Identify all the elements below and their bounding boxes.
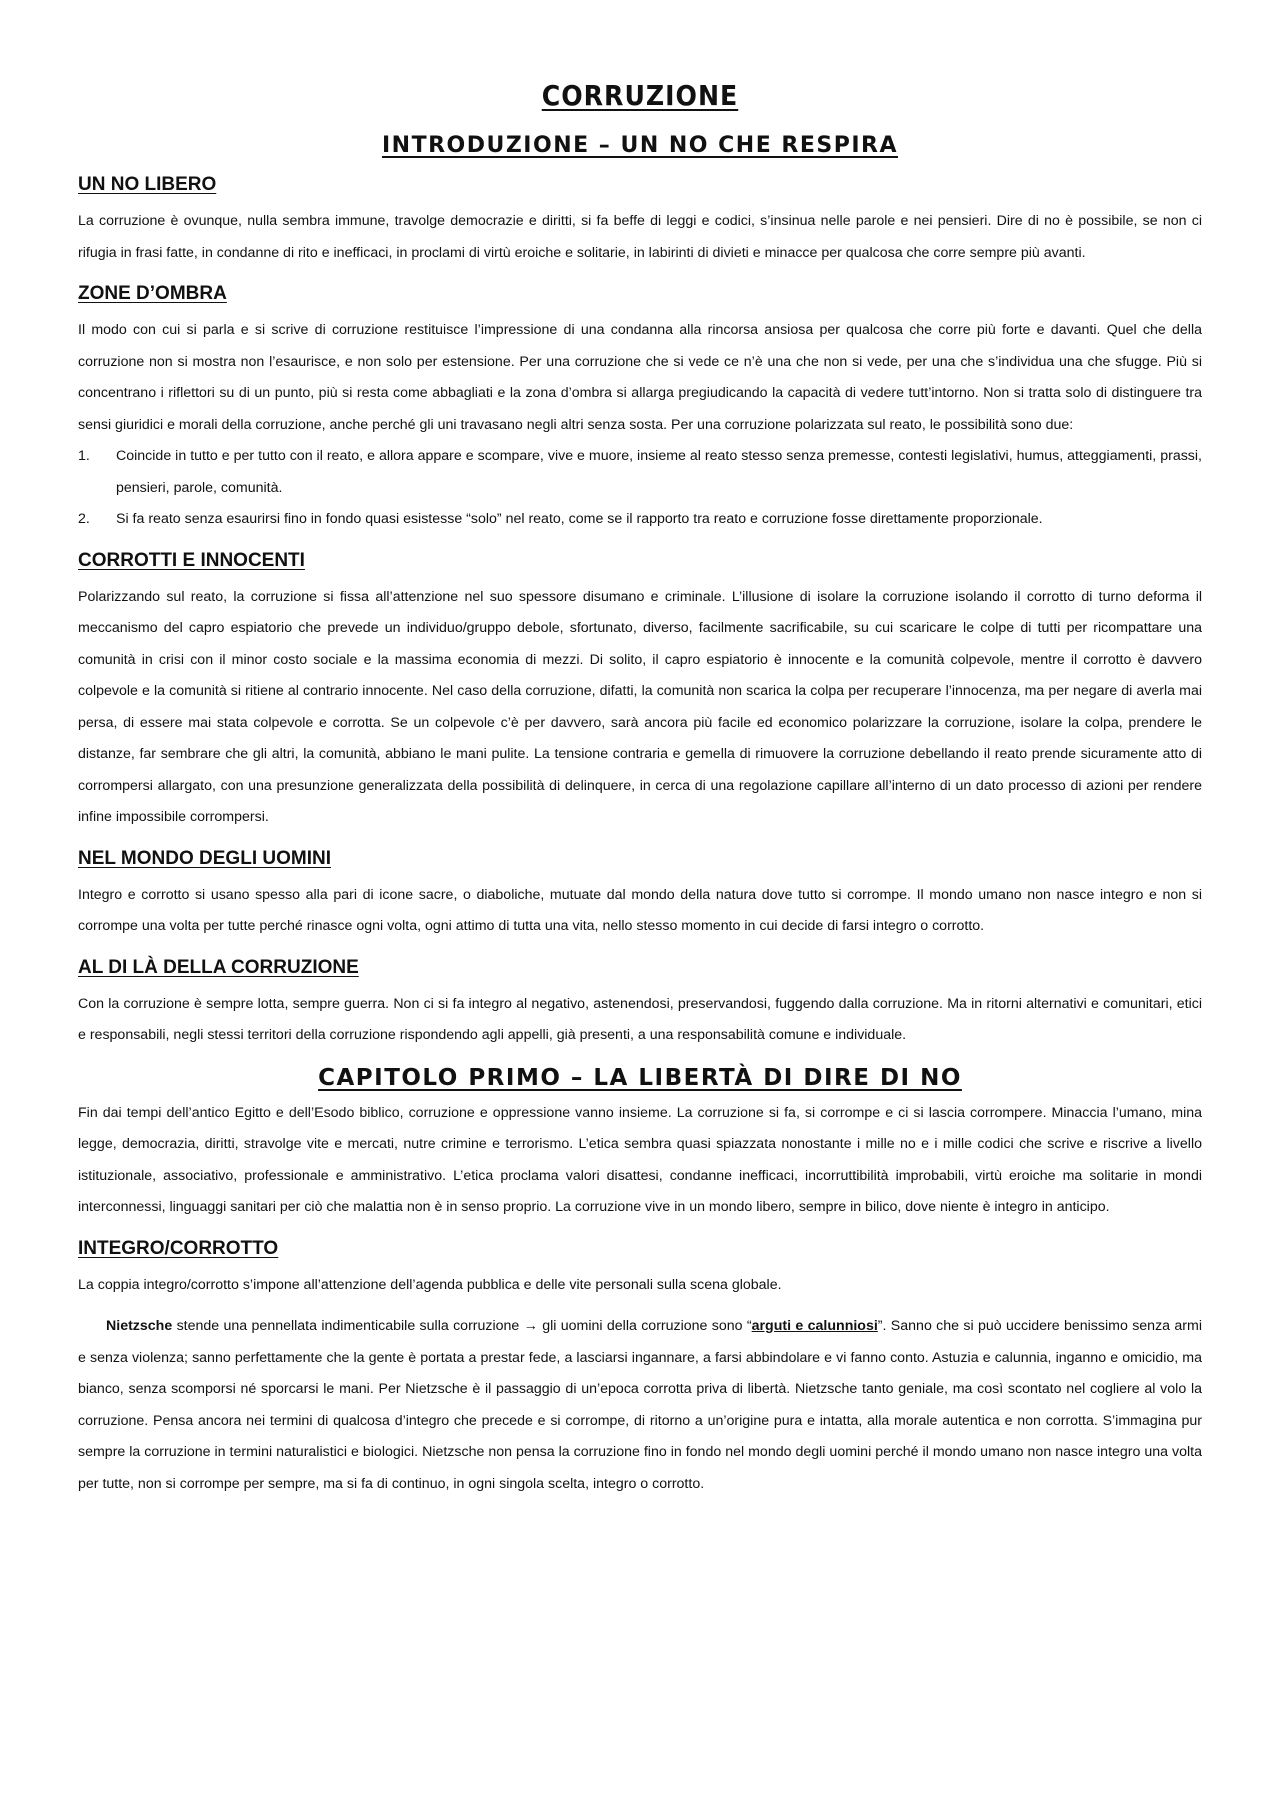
chapter-title: CAPITOLO PRIMO – LA LIBERTÀ DI DIRE DI NO [318,1064,962,1091]
section-un-no-libero [78,170,1202,269]
list-item-text: Coincide in tutto e per tutto con il reato, e allora appare e scompare, vive e muore, insieme al reato stesso senza premesse, contesti legislativi, humus, atteggiamenti, prassi, pensieri, parole, comunità. [116,448,1202,496]
chapter-paragraph: Fin dai tempi dell’antico Egitto e dell’Esodo biblico, corruzione e oppressione vanno insieme. La corruzione si fa, si corrompe e ci si lascia corrompere. Minaccia l’umano, mina legge, democrazia, diritti, stravolge vite e mercati, nutre crimine e terrorismo. L’etica sembra quasi spiazzata nonostante i mille no e i mille codici che scrive e riscrive a livello istituzionale, associativo, professionale e amministrativo. L’etica proclama valori disattesi, condanne inefficaci, incorruttibilità improbabili, virtù eroiche ma solitarie in mondi interconnessi, linguaggi sanitari per ciò che malattia non è in senso proprio. La corruzione vive in un mondo libero, sempre in bilico, dove niente è integro in anticipo. [78,1104,1202,1215]
section-paragraph: Il modo con cui si parla e si scrive di corruzione restituisce l’impressione di una condanna alla rincorsa ansiosa per qualcosa che corre più forte e davanti. Quel che della corruzione non si mostra non l’esaurisce, e non solo per estensione. Per una corruzione che si vede ce n’è una che non si vede, per una che s’individua una che sfugge. Più si concentrano i riflettori su di un punto, più si resta come abbagliati e la zona d’ombra si allarga pregiudicando la capacità di vedere tutt’intorno. Non si tratta solo di distinguere tra sensi giuridici e morali della corruzione, anche perché gli uni travasano negli altri senza sosta. Per una corruzione polarizzata sul reato, le possibilità sono due: [78,322,1202,433]
nietzsche-text-start: stende una pennellata indimenticabile sulla corruzione → gli uomini della corruzione sono “ [172,1318,752,1334]
nietzsche-name: Nietzsche [106,1318,173,1334]
list-item [78,504,1202,536]
section-heading: NEL MONDO DEGLI UOMINI [78,847,331,869]
section-integro-corrotto [78,1234,1202,1501]
list-item-number: 2. [78,511,90,527]
quoted-term: arguti e calunniosi [751,1318,878,1334]
section-heading: CORROTTI E INNOCENTI [78,549,305,571]
document-title: CORRUZIONE [541,79,739,112]
section-heading: UN NO LIBERO [78,174,217,195]
section-nel-mondo-degli-uomini [78,844,1202,943]
chapter-intro [78,1098,1202,1224]
section-corrotti-e-innocenti [78,546,1202,834]
section-zone-d-ombra [78,279,1202,536]
document-subtitle: INTRODUZIONE – UN NO CHE RESPIRA [381,133,898,158]
nietzsche-paragraph [78,1311,1202,1500]
list-item [78,441,1202,504]
section-paragraph: La coppia integro/corrotto s’impone all’attenzione dell’agenda pubblica e delle vite personali sulla scena globale. [78,1276,782,1293]
section-paragraph: La corruzione è ovunque, nulla sembra immune, travolge democrazie e diritti, si fa beffe di leggi e codici, s’insinua nelle parole e nei pensieri. Dire di no è possibile, se non ci rifugia in frasi fatte, in condanne di rito e inefficaci, in proclami di virtù eroiche e solitarie, in labirinti di divieti e minacce per qualcosa che corre sempre più avanti. [78,213,1202,261]
section-heading: AL DI LÀ DELLA CORRUZIONE [78,956,359,978]
section-al-di-la-della-corruzione [78,953,1202,1052]
nietzsche-text-end: ”. Sanno che si può uccidere benissimo senza armi e senza violenza; sanno perfettamente che la gente è portata a prestar fede, a lasciarsi ingannare, a farsi abbindolare e vi fanno conto. Astuzia e calunnia, inganno e omicidio, ma bianco, senza scomporsi né sporcarsi le mani. Per Nietzsche è il passaggio di un’epoca corrotta priva di libertà. Nietzsche tanto geniale, ma così scontato nel cogliere al volo la corruzione. Pensa ancora nei termini di qualcosa d’integro che precede e si corrompe, di ritorno a un’origine pura e intatta, alla morale autentica e non corrotta. S’immagina pur sempre la corruzione in termini naturalistici e biologici. Nietzsche non pensa la corruzione fino in fondo nel mondo degli uomini perché il mondo umano non nasce integro una volta per tutte, non si corrompe per sempre, ma si fa di continuo, in ogni singola scelta, integro o corrotto. [78,1318,1202,1492]
section-heading: ZONE D’OMBRA [78,283,227,304]
section-heading: INTEGRO/CORROTTO [78,1237,279,1259]
section-paragraph: Con la corruzione è sempre lotta, sempre guerra. Non ci si fa integro al negativo, astenendosi, preservandosi, fuggendo dalla corruzione. Ma in ritorni alternativi e comunitari, etici e responsabili, negli stessi territori della corruzione rispondendo agli appelli, già presenti, a una responsabilità comune e individuale. [78,995,1202,1043]
numbered-list [78,441,1202,536]
list-item-number: 1. [78,448,90,464]
list-item-text: Si fa reato senza esaurirsi fino in fondo quasi esistesse “solo” nel reato, come se il rapporto tra reato e corruzione fosse direttamente proporzionale. [116,511,1043,527]
section-paragraph: Integro e corrotto si usano spesso alla pari di icone sacre, o diaboliche, mutuate dal mondo della natura dove tutto si corrompe. Il mondo umano non nasce integro e non si corrompe una volta per tutte perché rinasce ogni volta, ogni attimo di tutta una vita, nello stesso momento in cui decide di farsi integro o corrotto. [78,886,1202,934]
section-paragraph: Polarizzando sul reato, la corruzione si fissa all’attenzione nel suo spessore disumano e criminale. L’illusione di isolare la corruzione isolando il corrotto di turno deforma il meccanismo del capro espiatorio che prevede un individuo/gruppo debole, sfortunato, diverso, facilmente sacrificabile, su cui scaricare le colpe di tutti per ricompattare una comunità in crisi con il minor costo sociale e la massima economia di mezzi. Di solito, il capro espiatorio è innocente e la comunità colpevole, mentre il corrotto è davvero colpevole e la comunità si ritiene al contrario innocente. Nel caso della corruzione, difatti, la comunità non scarica la colpa per recuperare l’innocenza, ma per negare di averla mai persa, di essere mai stata colpevole e corrotta. Se un colpevole c’è per davvero, sarà ancora più facile ed economico polarizzare la corruzione, isolare la colpa, prendere le distanze, far sembrare che gli altri, la comunità, abbiano le mani pulite. La tensione contraria e gemella di rimuovere la corruzione debellando il reato prende sicuramente atto di corrompersi allargato, con una presunzione generalizzata della possibilità di delinquere, in cerca di una regolazione capillare all’interno di un dato processo di azioni per rendere infine impossibile corrompersi. [78,588,1202,825]
